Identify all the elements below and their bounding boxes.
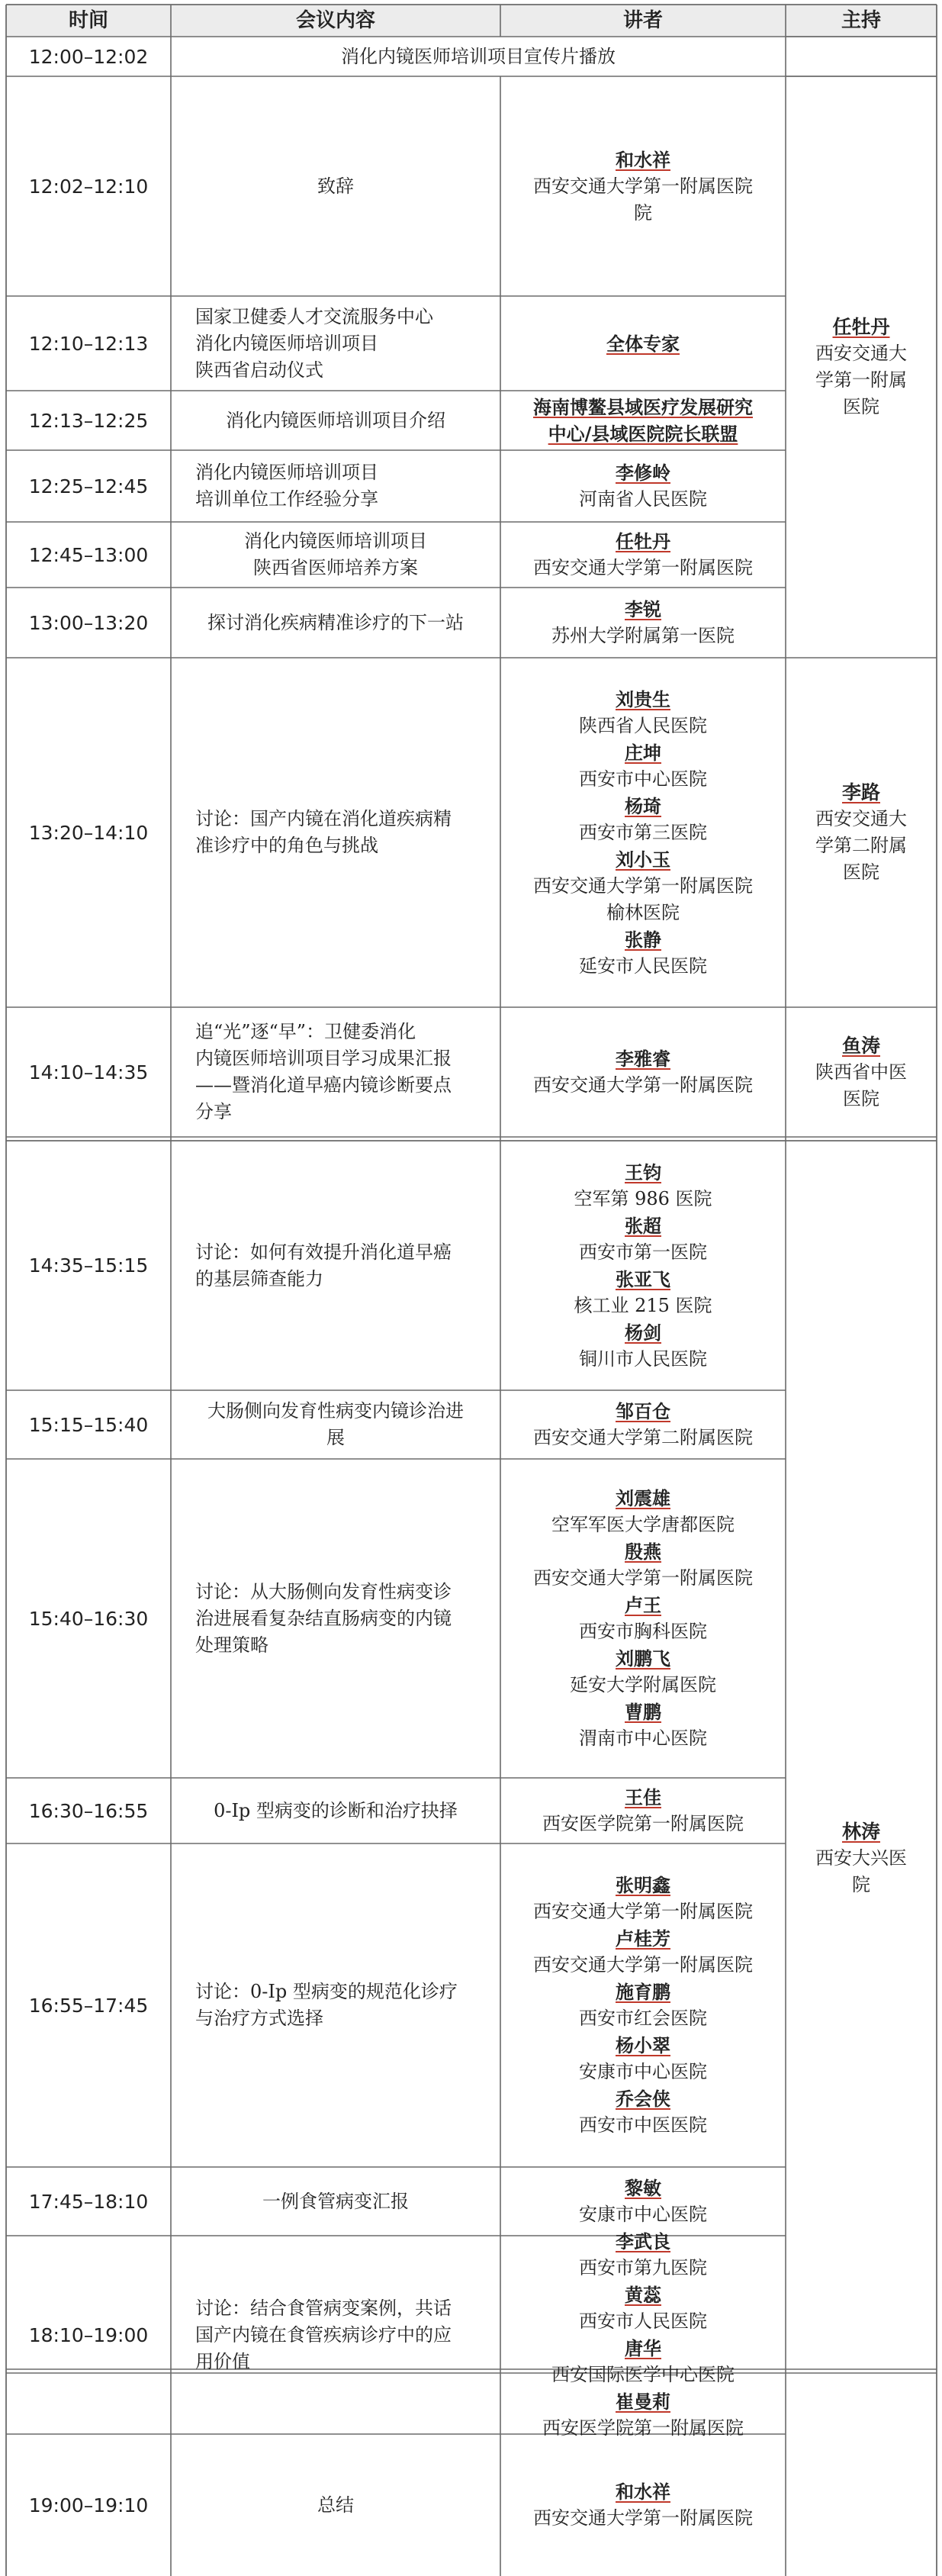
time-cell <box>6 76 171 296</box>
time-cell <box>6 2434 171 2576</box>
speaker-affiliation: 核工业 215 医院 <box>574 1294 712 1316</box>
speaker-name: 黄蕊 <box>625 2284 661 2306</box>
speaker-name: 杨小翠 <box>616 2034 670 2056</box>
session-topic: 大肠侧向发育性病变内镜诊治进 <box>207 1400 464 1422</box>
speaker-name: 刘小玉 <box>616 848 670 871</box>
time-text: 17:45–18:10 <box>28 2190 149 2213</box>
host-affiliation: 医院 <box>843 861 879 883</box>
speaker-affiliation: 河南省人民医院 <box>579 488 707 510</box>
session-topic-cell <box>171 2434 500 2576</box>
speaker-entry <box>579 2032 707 2085</box>
time-cell <box>6 296 171 391</box>
session-topic-cell <box>171 1843 500 2167</box>
speaker-affiliation: 西安市中医医院 <box>579 2114 707 2136</box>
speaker-entry <box>579 1592 707 1645</box>
time-text: 13:00–13:20 <box>28 611 149 634</box>
speaker-affiliation: 陕西省人民医院 <box>579 714 707 736</box>
host-entry <box>815 314 907 420</box>
session-topic: 的基层筛查能力 <box>195 1267 323 1290</box>
speaker-name: 卢桂芳 <box>616 1927 670 1950</box>
host-cell <box>786 1141 937 2576</box>
time-cell <box>6 1141 171 1390</box>
time-cell <box>6 1843 171 2167</box>
host-entry <box>815 1032 907 1113</box>
host-name: 林涛 <box>841 1821 880 1843</box>
speaker-affiliation: 延安大学附属医院 <box>570 1674 716 1695</box>
session-topic: 国家卫健委人才交流服务中心 <box>195 305 433 327</box>
time-cell <box>6 1459 171 1778</box>
speaker-entry <box>533 394 753 447</box>
speaker-affiliation: 西安市胸科医院 <box>579 1621 707 1642</box>
speaker-name: 中心/县域医院院长联盟 <box>548 423 738 445</box>
time-text: 15:40–16:30 <box>28 1607 149 1630</box>
speaker-affiliation: 渭南市中心医院 <box>579 1728 707 1749</box>
session-topic: 消化内镜医师培训项目 <box>195 332 378 354</box>
speaker-entry <box>533 1398 753 1451</box>
speaker-affiliation: 铜川市人民医院 <box>579 1348 707 1370</box>
column-header <box>786 5 937 37</box>
session-topic: 消化内镜医师培训项目 <box>195 462 378 483</box>
speaker-affiliation: 西安市第九医院 <box>579 2257 707 2278</box>
session-topic-cell <box>171 2236 500 2434</box>
speaker-cell <box>500 2434 786 2576</box>
speaker-cell <box>500 450 786 522</box>
speaker-affiliation: 西安市红会医院 <box>579 2008 707 2029</box>
host-cell <box>786 76 937 658</box>
session-topic: 消化内镜医师培训项目 <box>244 530 427 552</box>
time-text: 12:02–12:10 <box>28 175 149 198</box>
time-cell <box>6 391 171 450</box>
session-topic: 国产内镜在食管疾病诊疗中的应 <box>195 2323 452 2346</box>
session-topic-cell <box>171 76 500 296</box>
host-entry <box>815 1818 907 1898</box>
speaker-name: 崔曼莉 <box>616 2391 670 2413</box>
session-topic: 讨论：如何有效提升消化道早癌 <box>195 1241 452 1263</box>
speaker-name: 杨剑 <box>625 1321 661 1344</box>
session-topic: 追“光”逐“早”：卫健委消化 <box>195 1021 416 1042</box>
time-cell <box>6 1390 171 1459</box>
time-text: 18:10–19:00 <box>28 2323 149 2346</box>
session-title-cell <box>171 37 786 76</box>
time-cell <box>6 2167 171 2236</box>
speaker-entry <box>533 1538 753 1592</box>
speaker-name: 张明鑫 <box>616 1874 670 1896</box>
session-topic-cell <box>171 296 500 391</box>
speaker-affiliation: 苏州大学附属第一医院 <box>551 625 735 646</box>
speaker-name: 乔会侠 <box>616 2088 670 2110</box>
speaker-cell <box>500 1390 786 1459</box>
speaker-name: 李武良 <box>616 2230 670 2252</box>
speaker-cell <box>500 588 786 658</box>
speaker-name: 任牡丹 <box>616 530 670 552</box>
speaker-name: 曹鹏 <box>625 1701 661 1723</box>
speaker-entry <box>533 1925 753 1979</box>
speaker-affiliation: 西安市人民医院 <box>579 2310 707 2332</box>
time-text: 16:30–16:55 <box>28 1799 149 1822</box>
speaker-name: 王钧 <box>624 1161 661 1183</box>
session-topic-cell <box>171 1459 500 1778</box>
speaker-affiliation: 西安交通大学第一附属医院 <box>533 1954 753 1975</box>
session-topic-cell <box>171 658 500 1007</box>
session-topic: 一例食管病变汇报 <box>262 2190 409 2212</box>
speaker-entry <box>579 2228 707 2281</box>
speaker-name: 黎敏 <box>625 2177 661 2199</box>
speaker-affiliation: 院 <box>634 201 652 224</box>
session-topic: 0-Ip 型病变的诊断和治疗抉择 <box>214 1799 458 1821</box>
speaker-affiliation: 西安交通大学第一附属医院 <box>533 557 753 578</box>
speaker-entry <box>542 1784 744 1837</box>
speaker-name: 庄坤 <box>625 741 661 764</box>
speaker-entry <box>533 147 753 227</box>
header-content: 会议内容 <box>295 8 375 32</box>
speaker-name: 刘震雄 <box>616 1487 670 1509</box>
session-topic-cell <box>171 1778 500 1843</box>
speaker-entry <box>579 1979 707 2032</box>
speaker-affiliation: 延安市人民医院 <box>579 955 707 977</box>
speaker-entry <box>551 1485 735 1538</box>
header-speaker: 讲者 <box>622 8 663 32</box>
speaker-affiliation: 西安交通大学第一附属医院 <box>533 2507 753 2529</box>
speaker-affiliation: 西安市中心医院 <box>579 768 707 790</box>
time-cell <box>6 1007 171 1137</box>
time-cell <box>6 37 171 76</box>
speaker-cell <box>500 1843 786 2167</box>
host-cell <box>786 1007 937 1137</box>
speaker-name: 全体专家 <box>606 332 680 355</box>
session-topic-cell <box>171 1141 500 1390</box>
speaker-name: 施育鹏 <box>616 1981 670 2003</box>
time-text: 12:00–12:02 <box>28 45 149 68</box>
speaker-entry <box>579 739 707 793</box>
speaker-entry <box>533 1045 753 1099</box>
speaker-entry <box>579 1212 707 1266</box>
speaker-name: 卢王 <box>625 1594 661 1616</box>
speaker-name: 杨琦 <box>625 794 661 817</box>
speaker-cell <box>500 2230 786 2439</box>
time-text: 12:13–12:25 <box>28 409 149 432</box>
time-text: 14:10–14:35 <box>28 1061 149 1084</box>
speaker-entry <box>579 926 707 980</box>
speaker-name: 殷燕 <box>625 1541 661 1563</box>
host-name: 李路 <box>841 781 880 803</box>
speaker-name: 邹百仓 <box>616 1400 670 1422</box>
time-cell <box>6 658 171 1007</box>
speaker-cell <box>500 522 786 588</box>
time-text: 12:10–12:13 <box>28 332 149 355</box>
speaker-name: 和水祥 <box>616 2481 670 2503</box>
session-topic: 致辞 <box>317 175 354 197</box>
speaker-cell <box>500 1141 786 1390</box>
speaker-cell <box>500 1459 786 1778</box>
column-header <box>6 5 171 37</box>
speaker-affiliation: 西安国际医学中心医院 <box>551 2364 735 2385</box>
session-topic: 陕西省启动仪式 <box>195 359 323 381</box>
time-text: 14:35–15:15 <box>28 1254 149 1277</box>
session-topic: 治进展看复杂结直肠病变的内镜 <box>195 1607 452 1629</box>
session-topic: ——暨消化道早癌内镜诊断要点 <box>195 1074 452 1096</box>
session-title: 消化内镜医师培训项目宣传片播放 <box>341 45 616 67</box>
column-header <box>171 5 500 37</box>
session-topic: 培训单位工作经验分享 <box>195 488 378 510</box>
speaker-entry <box>606 330 680 357</box>
speaker-affiliation: 安康市中心医院 <box>579 2061 707 2082</box>
speaker-entry <box>579 2175 707 2228</box>
host-affiliation: 西安交通大 <box>815 808 907 829</box>
speaker-name: 刘鹏飞 <box>616 1647 670 1670</box>
session-topic: 用价值 <box>195 2350 250 2372</box>
host-affiliation: 院 <box>852 1874 870 1895</box>
session-topic-cell <box>171 450 500 522</box>
speaker-entry <box>570 1645 716 1699</box>
host-affiliation: 学第二附属 <box>815 835 907 856</box>
speaker-name: 张亚飞 <box>615 1267 670 1290</box>
time-cell <box>6 522 171 588</box>
column-header <box>500 5 786 37</box>
speaker-name: 唐华 <box>625 2337 661 2359</box>
speaker-affiliation: 西安交通大学第一附属医院 <box>533 1567 753 1589</box>
speaker-entry <box>579 793 707 846</box>
host-affiliation: 西安大兴医 <box>815 1847 907 1869</box>
session-topic: 与治疗方式选择 <box>195 2008 323 2029</box>
speaker-name: 张静 <box>625 928 661 951</box>
host-affiliation: 医院 <box>843 1087 879 1109</box>
host-cell <box>786 658 937 1007</box>
session-topic-cell <box>171 588 500 658</box>
time-cell <box>6 450 171 522</box>
session-topic: 讨论：国产内镜在消化道疾病精 <box>195 808 452 829</box>
speaker-cell <box>500 1007 786 1137</box>
speaker-entry <box>533 846 753 926</box>
time-text: 13:20–14:10 <box>28 821 149 844</box>
session-topic: 讨论：0-Ip 型病变的规范化诊疗 <box>195 1981 458 2002</box>
speaker-cell <box>500 296 786 391</box>
time-cell <box>6 1778 171 1843</box>
speaker-entry <box>579 2085 707 2139</box>
speaker-affiliation: 空军第 986 医院 <box>574 1187 712 1209</box>
speaker-cell <box>500 391 786 450</box>
session-topic: 消化内镜医师培训项目介绍 <box>226 409 445 431</box>
session-topic: 展 <box>326 1427 345 1448</box>
speaker-affiliation: 西安交通大学第一附属医院 <box>533 1901 753 1922</box>
session-topic: 探讨消化疾病精准诊疗的下一站 <box>207 611 464 633</box>
speaker-affiliation: 西安交通大学第一附属医院 <box>533 1074 753 1096</box>
speaker-affiliation: 空军军医大学唐都医院 <box>551 1514 735 1535</box>
speaker-name: 海南博鳌县域医疗发展研究 <box>533 396 753 418</box>
speaker-affiliation: 西安交通大学第一附属医院 <box>533 175 753 197</box>
speaker-entry <box>574 1159 712 1212</box>
speaker-affiliation: 西安医学院第一附属医院 <box>542 2417 744 2439</box>
speaker-entry <box>579 1699 707 1752</box>
header-host: 主持 <box>841 8 881 32</box>
speaker-entry <box>579 459 707 513</box>
speaker-name: 王佳 <box>625 1786 661 1808</box>
speaker-affiliation: 西安交通大学第一附属医院 <box>533 874 753 897</box>
speaker-affiliation: 西安医学院第一附属医院 <box>542 1813 744 1834</box>
speaker-affiliation: 榆林医院 <box>606 901 680 923</box>
session-topic: 讨论：结合食管病变案例，共话 <box>195 2297 452 2319</box>
header-time: 时间 <box>68 8 108 32</box>
speaker-name: 刘贵生 <box>616 687 670 710</box>
speaker-cell <box>500 1778 786 1843</box>
speaker-name: 李修岭 <box>616 462 670 484</box>
host-affiliation: 医院 <box>843 396 879 417</box>
speaker-affiliation: 西安市第一医院 <box>579 1241 707 1263</box>
speaker-name: 和水祥 <box>616 148 670 171</box>
speaker-affiliation: 西安交通大学第二附属医院 <box>533 1427 753 1448</box>
time-text: 15:15–15:40 <box>28 1413 149 1436</box>
speaker-entry <box>579 1319 707 1373</box>
time-cell <box>6 2236 171 2434</box>
host-entry <box>815 779 907 886</box>
session-topic-cell <box>171 391 500 450</box>
session-topic-cell <box>171 522 500 588</box>
session-topic: 总结 <box>317 2494 354 2516</box>
session-topic-cell <box>171 1007 500 1137</box>
speaker-entry <box>574 1266 712 1319</box>
speaker-entry <box>533 2478 753 2532</box>
time-text: 12:45–13:00 <box>28 543 149 566</box>
time-text: 19:00–19:10 <box>28 2494 149 2516</box>
speaker-entry <box>533 1872 753 1925</box>
session-topic-cell <box>171 2167 500 2236</box>
speaker-cell <box>500 658 786 1007</box>
speaker-entry <box>551 596 735 649</box>
speaker-entry <box>533 528 753 581</box>
host-affiliation: 陕西省中医 <box>815 1061 907 1083</box>
speaker-cell <box>500 2167 786 2236</box>
session-topic-cell <box>171 1390 500 1459</box>
host-name: 鱼涛 <box>841 1034 880 1057</box>
host-affiliation: 西安交通大 <box>815 343 907 364</box>
session-topic: 陕西省医师培养方案 <box>253 557 418 578</box>
time-text: 12:25–12:45 <box>28 475 149 497</box>
speaker-entry <box>579 2281 707 2335</box>
speaker-cell <box>500 76 786 296</box>
speaker-name: 李锐 <box>625 598 661 620</box>
speaker-name: 张超 <box>625 1214 661 1237</box>
session-topic: 分享 <box>195 1101 232 1122</box>
host-name: 任牡丹 <box>832 316 890 338</box>
session-topic: 处理策略 <box>195 1634 268 1656</box>
session-topic: 准诊疗中的角色与挑战 <box>195 835 378 856</box>
time-text: 16:55–17:45 <box>28 1994 149 2017</box>
speaker-name: 李雅睿 <box>616 1048 670 1070</box>
session-topic: 内镜医师培训项目学习成果汇报 <box>195 1048 452 1069</box>
speaker-entry <box>551 2335 735 2388</box>
session-topic: 讨论：从大肠侧向发育性病变诊 <box>195 1580 452 1602</box>
time-cell <box>6 588 171 658</box>
host-affiliation: 学第一附属 <box>815 369 907 391</box>
speaker-entry <box>579 686 707 739</box>
speaker-affiliation: 安康市中心医院 <box>579 2204 707 2225</box>
speaker-affiliation: 西安市第三医院 <box>579 821 707 843</box>
